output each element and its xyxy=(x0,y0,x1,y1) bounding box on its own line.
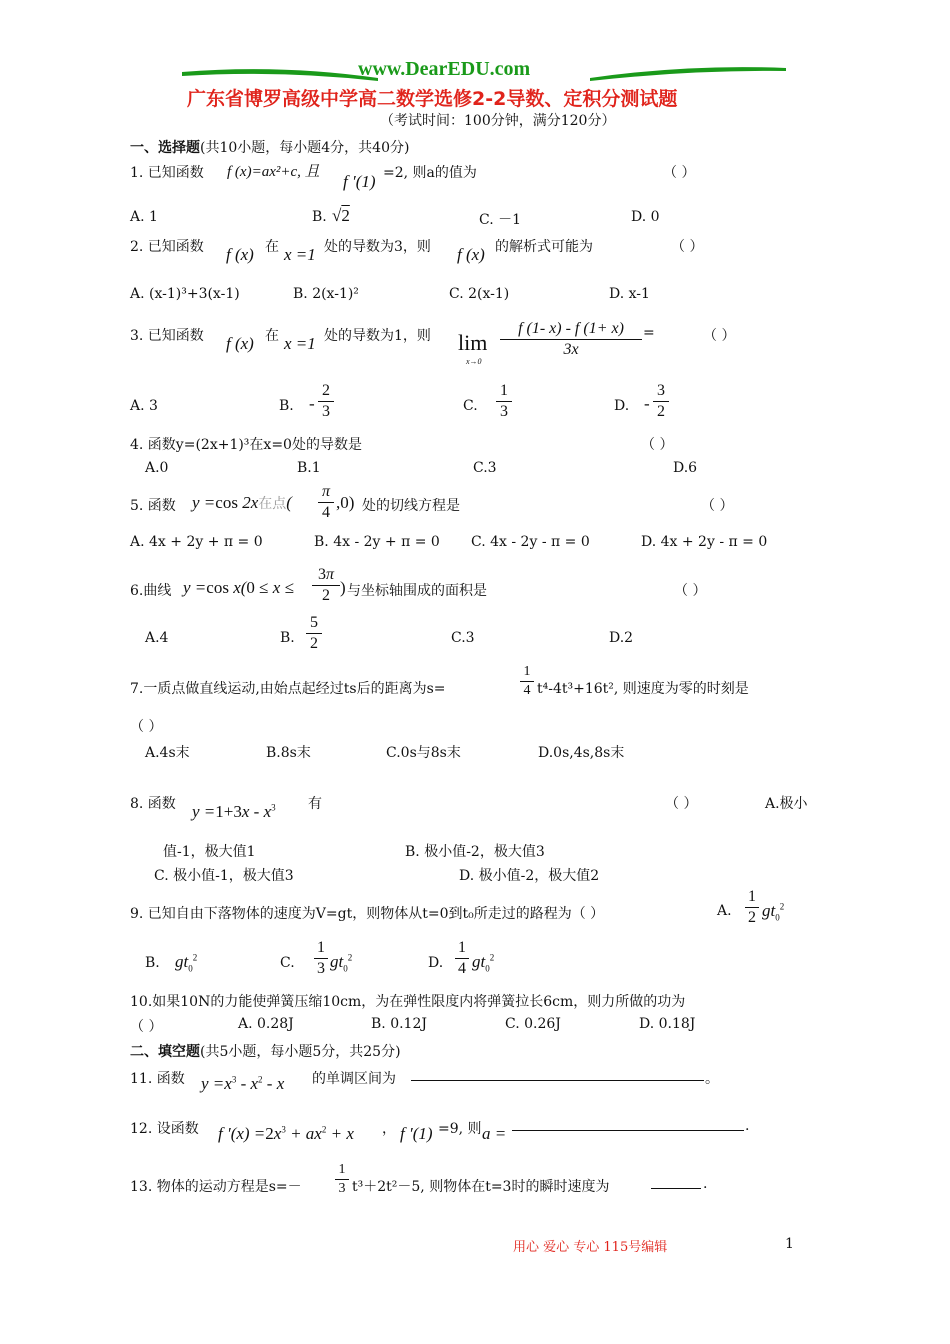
q9-option-c-fraction: 1 3 xyxy=(314,939,328,978)
q3-limit-fraction: f (1- x) - f (1+ x) 3x xyxy=(500,320,642,359)
q11-suffix: 的单调区间为 xyxy=(312,1071,396,1087)
q1-func: f (x)=ax²+c, 且 xyxy=(227,164,320,180)
q8-func-expr: $y =1+3x - x^3$ xyxy=(192,802,276,821)
q2-cond: 处的导数为3，则 xyxy=(324,239,431,255)
q6-option-a: A.4 xyxy=(145,630,169,646)
q6-curve-expr: y =cos x(0 ≤ x ≤ xyxy=(183,578,294,597)
q6-option-c: C.3 xyxy=(451,630,475,646)
q1-prefix: 1. 已知函数 xyxy=(130,165,204,181)
q7-option-a: A.4s末 xyxy=(145,745,190,761)
q2-at: 在 xyxy=(265,239,279,255)
q5-prefix: 5. 函数 xyxy=(130,498,176,514)
q5-point-rest: ,0) xyxy=(336,493,355,512)
q8-option-d: D. 极小值-2，极大值2 xyxy=(459,868,600,884)
q5-option-d: D. 4x + 2y - π = 0 xyxy=(641,534,768,550)
q6-close-paren: ) xyxy=(340,578,346,597)
q7-option-c: C.0s与8s末 xyxy=(386,745,461,761)
exam-info: （考试时间：100分钟，满分120分） xyxy=(380,113,616,129)
q2-x-eq-1: x =1 xyxy=(284,245,316,264)
q4-option-a: A.0 xyxy=(145,460,169,476)
q10-option-b: B. 0.12J xyxy=(371,1016,427,1032)
q9-option-c: C. xyxy=(280,955,295,971)
q2-paren: （ ） xyxy=(671,239,704,255)
q4-option-b: B.1 xyxy=(297,460,321,476)
q12-mid: =9, 则 xyxy=(438,1121,482,1137)
q1-option-a: A. 1 xyxy=(130,209,158,225)
q1-option-d: D. 0 xyxy=(631,209,660,225)
q6-paren: （ ） xyxy=(674,583,707,599)
q6-prefix: 6.曲线 xyxy=(130,583,172,599)
q3-fx: f (x) xyxy=(226,334,254,353)
q9-option-b: B. xyxy=(145,955,160,971)
q3-option-d-minus: - xyxy=(644,394,650,413)
q11-answer-blank[interactable] xyxy=(411,1066,704,1085)
q10-paren: （ ） xyxy=(130,1019,163,1035)
brand-text: www.DearEDU.com xyxy=(358,58,531,80)
section2-heading-line xyxy=(130,1041,401,1061)
q1-option-b: B. xyxy=(312,209,327,225)
q8-suffix: 有 xyxy=(308,796,322,812)
q2-option-d: D. x-1 xyxy=(609,286,650,302)
q9-option-d-expr: $gt_0^2$ xyxy=(472,952,495,974)
q13-answer-blank[interactable] xyxy=(651,1174,701,1193)
q7-option-d: D.0s,4s,8s末 xyxy=(538,745,625,761)
q7-fraction: 1 4 xyxy=(520,664,534,699)
q12-derivative-expr: f ′(1) xyxy=(400,1124,433,1143)
q3-option-c-fraction: 1 3 xyxy=(496,382,512,421)
q3-prefix: 3. 已知函数 xyxy=(130,328,204,344)
q13-end: . xyxy=(703,1176,708,1192)
q5-option-a: A. 4x + 2y + π = 0 xyxy=(130,534,263,550)
q2-fx-2: f (x) xyxy=(457,245,485,264)
q1-suffix: =2, 则a的值为 xyxy=(383,165,477,181)
q8-option-c: C. 极小值-1，极大值3 xyxy=(154,868,294,884)
q4-text: 4. 函数y=(2x+1)³在x=0处的导数是 xyxy=(130,437,362,453)
q1-paren: （ ） xyxy=(663,165,696,181)
q3-paren: （ ） xyxy=(703,328,736,344)
q3-option-d-fraction: 3 2 xyxy=(653,382,669,421)
q9-option-d-fraction: 1 4 xyxy=(455,939,469,978)
q8-paren: （ ） xyxy=(665,796,698,812)
q3-at: 在 xyxy=(265,328,279,344)
q12-prefix: 12. 设函数 xyxy=(130,1121,199,1137)
q12-end: . xyxy=(745,1118,750,1134)
q12-comma: ， xyxy=(382,1121,396,1137)
q7-option-b: B.8s末 xyxy=(266,745,311,761)
q3-x-eq-1: x =1 xyxy=(284,334,316,353)
q11-func-expr: $y =x^3 - x^2 - x$ xyxy=(201,1074,285,1093)
q5-point-fraction: π 4 xyxy=(318,483,334,522)
q7-suffix: t⁴-4t³+16t², 则速度为零的时刻是 xyxy=(537,681,749,697)
q9-option-a-expr: $gt_0^2$ xyxy=(762,901,785,923)
page-number: 1 xyxy=(785,1236,794,1252)
q5-func-expr: y =cos 2x在点( xyxy=(192,493,292,512)
q2-option-c: C. 2(x-1) xyxy=(449,286,510,302)
q5-paren: （ ） xyxy=(701,498,734,514)
q12-a-eq: a = xyxy=(482,1124,507,1143)
brand-swoosh-right xyxy=(588,62,788,86)
q1-option-c: C. －1 xyxy=(479,212,522,228)
q3-option-b-minus: - xyxy=(309,394,315,413)
q12-answer-blank[interactable] xyxy=(512,1116,744,1135)
q3-option-d: D. xyxy=(614,398,630,414)
q3-option-b-fraction: 2 3 xyxy=(318,382,334,421)
q13-suffix: t³＋2t²－5, 则物体在t=3时的瞬时速度为 xyxy=(352,1179,610,1195)
q6-option-b: B. xyxy=(280,630,295,646)
q2-option-b: B. 2(x-1)² xyxy=(293,286,359,302)
q9-text: 9. 已知自由下落物体的速度为V=gt，则物体从t=0到t₀所走过的路程为（ ） xyxy=(130,906,605,922)
q3-option-a: A. 3 xyxy=(130,398,158,414)
brand-swoosh-left xyxy=(180,62,380,86)
q6-suffix: 与坐标轴围成的面积是 xyxy=(347,583,487,599)
q10-option-d: D. 0.18J xyxy=(639,1016,696,1032)
q8-option-b: B. 极小值-2，极大值3 xyxy=(405,844,545,860)
q4-option-c: C.3 xyxy=(473,460,497,476)
q3-lim: lim xyxy=(458,330,488,355)
footer-text: 用心 爱心 专心 115号编辑 xyxy=(513,1240,668,1255)
q3-equals: = xyxy=(643,325,655,341)
q3-cond: 处的导数为1，则 xyxy=(324,328,431,344)
q9-option-d: D. xyxy=(428,955,444,971)
q9-option-c-expr: $gt_0^2$ xyxy=(330,952,353,974)
q1-option-b-sqrt: √2 xyxy=(332,206,350,225)
q10-option-c: C. 0.26J xyxy=(505,1016,561,1032)
q3-option-b: B. xyxy=(279,398,294,414)
q7-prefix: 7.一质点做直线运动,由始点起经过ts后的距离为s= xyxy=(130,681,446,697)
q6-bound-fraction: 3π 2 xyxy=(312,566,340,605)
q9-option-b-expr: $gt_0^2$ xyxy=(175,952,198,974)
q2-prefix: 2. 已知函数 xyxy=(130,239,204,255)
q5-option-b: B. 4x - 2y + π = 0 xyxy=(314,534,440,550)
q5-suffix: 处的切线方程是 xyxy=(362,498,460,514)
q11-prefix: 11. 函数 xyxy=(130,1071,185,1087)
q13-prefix: 13. 物体的运动方程是s=－ xyxy=(130,1179,302,1195)
q2-fx-1: f (x) xyxy=(226,245,254,264)
q8-option-a-end: 值-1，极大值1 xyxy=(163,844,256,860)
q4-paren: （ ） xyxy=(641,437,674,453)
section2-heading: 二、填空题 xyxy=(130,1044,200,1060)
section2-desc: (共5小题，每小题5分，共25分) xyxy=(200,1044,401,1060)
q2-suffix: 的解析式可能为 xyxy=(495,239,593,255)
q3-lim-sub: x→0 xyxy=(466,357,482,366)
section1-desc: (共10小题，每小题4分，共40分) xyxy=(200,140,410,156)
section1-heading: 一、选择题 xyxy=(130,140,200,156)
q12-func-expr: f $'(x) =2x^3 + ax^2 + x$ xyxy=(218,1124,354,1143)
section1-heading-line xyxy=(130,137,409,157)
q2-option-a: A. (x-1)³+3(x-1) xyxy=(130,286,240,302)
q10-option-a: A. 0.28J xyxy=(238,1016,294,1032)
q10-text: 10.如果10N的力能使弹簧压缩10cm，为在弹性限度内将弹簧拉长6cm，则力所做的功为 xyxy=(130,994,686,1010)
q9-option-a: A. xyxy=(717,903,732,919)
q4-option-d: D.6 xyxy=(673,460,698,476)
q8-prefix: 8. 函数 xyxy=(130,796,176,812)
q7-paren: （ ） xyxy=(130,719,163,735)
q8-option-a-start: A.极小 xyxy=(765,796,808,812)
q1-derivative-expr: f ′(1) xyxy=(343,172,376,191)
q9-option-a-fraction: 1 2 xyxy=(745,888,759,927)
q3-option-c: C. xyxy=(463,398,478,414)
page-title: 广东省博罗高级中学高二数学选修2-2导数、定积分测试题 xyxy=(187,88,678,110)
q11-end: 。 xyxy=(705,1071,719,1087)
q5-option-c: C. 4x - 2y - π = 0 xyxy=(471,534,590,550)
q6-option-d: D.2 xyxy=(609,630,634,646)
q13-fraction: 1 3 xyxy=(335,1162,349,1197)
q6-option-b-fraction: 5 2 xyxy=(306,614,322,653)
